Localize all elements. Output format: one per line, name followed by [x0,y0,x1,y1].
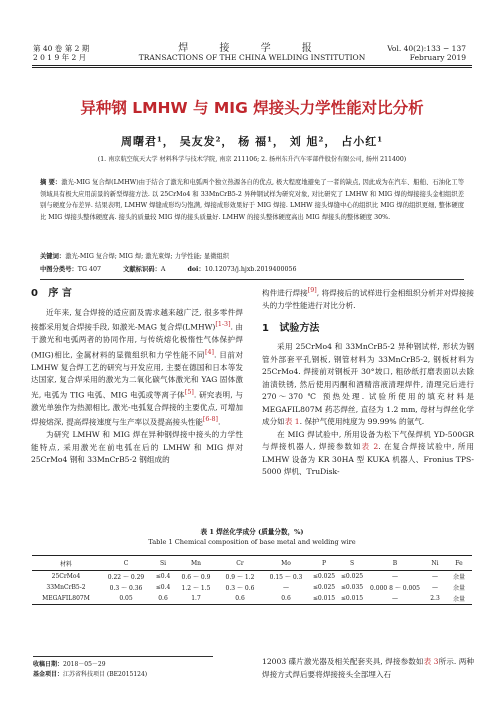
table-cell: 0.05 [119,595,133,602]
citation-link[interactable]: [4] [204,348,214,356]
text-run: 近年来, 复合焊接的适应面及需求越来越广泛, 很多零件焊接都采用复合焊接手段, 如激光-MAG 复合焊(LMHW) [31,307,243,332]
table-header: P [321,559,327,567]
journal-name-en: TRANSACTIONS OF THE CHINA WELDING INSTITUTION [138,53,366,62]
table-cell: 1.2 ～ 1.5 [181,585,211,592]
methods-paragraph-1 [262,341,474,429]
received-date [33,660,147,670]
citation-link[interactable]: [9] [307,287,317,294]
text-run: 所示. 两种焊接方式焊后要将焊接接头全部埋入石 [262,657,474,679]
text-run: 采用 25CrMo4 和 33MnCrB5-2 异种钢试样, 形状为钢管外部套平孔钢板, 钢管材料为 33MnCrB5-2, 钢板材料为 25CrMo4. 焊接前对钢板开 30°坡口, 粗砂纸打磨表面以去除油渍铁锈, 然后使用丙酮和酒精溶液清理焊件, 清理完后进行 270～370 ℃ 预热处理. 试验所使用的填充材料是 MEGAFIL807M 药芯焊丝, 直径为 1.2 mm, 母材与焊丝化学成分如 [262,342,474,427]
code-label: 文献标识码： [123,266,161,273]
table-cell: ≤0.4 [155,573,171,580]
table-header: Si [159,559,167,567]
table-header: Ni [431,559,439,567]
table-row [32,571,472,583]
table-caption-cn: 表 1 焊丝化学成分 (质量分数，%) [200,528,304,536]
affiliation: (1. 南京航空航天大学 材料科学与技术学院, 南京 211106; 2. 扬州东升汽车零部件股份有限公司, 扬州 211400) [97,156,407,163]
cls-value: TG 407 [77,266,102,273]
table-cell: 余量 [452,574,465,581]
doi-value: 10.12073/j.hjxb.2019400056 [204,266,297,273]
footnote [33,660,147,680]
text-run: . 由于激光和电弧两者的协同作用, 与传统熔化极惰性气体保护焊(MIG)相比, 金属材料的显微组织和力学性能不同 [31,322,244,360]
table-cell: — [392,573,398,580]
fund-value: 江苏省科技项目 (BE2015124) [63,671,148,678]
table-cell: 0.6 [281,595,291,602]
table-cell: 0.9 ～ 1.2 [225,574,255,581]
keywords-label: 关键词： [40,253,66,260]
table-cell: — [283,584,289,591]
table-header: 材料 [59,560,72,568]
volume-info-en [387,44,466,62]
abstract [40,177,464,223]
section-number: 1 [262,322,269,334]
table-cell: 33MnCrB5-2 [46,584,86,591]
table-caption-en: Table 1 Chemical composition of base metal and welding wire [148,538,356,546]
table-cell: ≤0.015 [312,595,336,602]
text-run: . [218,417,221,427]
keywords-text: 激光-MIG 复合焊; MIG 焊; 激光束焊; 力学性能; 显微组织 [65,253,230,260]
table-cell: 0.6 [158,595,168,602]
table-header: Cr [236,559,244,567]
table-cell: 余量 [452,596,465,603]
cls-label: 中图分类号： [40,266,78,273]
text-run: 在 MIG 焊试验中, 所用设备为松下气保焊机 YD-500GR 与焊接机器人, 焊接参数如 [262,429,474,452]
right-column-continued [262,656,474,681]
section-heading-1 [262,323,474,336]
section-title: 序 言 [48,288,72,299]
table-cell: ≤0.025 [312,584,336,591]
table-header: Mo [281,559,291,567]
table-cell: 0.000 8 ～ 0.005 [370,585,420,592]
table-ref-link[interactable]: 表 2 [361,442,379,452]
paper-title: 异种钢 LMHW 与 MIG 焊接头力学性能对比分析 [80,99,424,117]
table-cell: ≤0.035 [340,584,364,591]
table-header: Fe [455,559,463,567]
table-cell: ≤0.4 [155,584,171,591]
table-cell: ≤0.015 [340,595,364,602]
left-column [31,288,243,467]
table-cell: 0.6 ～ 0.9 [181,574,211,581]
table-cell: — [432,573,438,580]
text-run: . 研究表明, 与激光单独作为热源相比, 激光-电弧复合焊接的主要优点, 可增加焊接熔深, 提高焊接速度与生产率以及提高接头性能 [31,390,243,427]
table-header-row [32,556,472,571]
date-en: February 2019 [409,53,466,62]
table-ref-link[interactable]: 表 3 [423,657,439,666]
citation-link[interactable]: [6-8] [202,416,219,424]
table-cell: 2.3 [430,595,440,602]
right-column [262,285,474,479]
right-paragraph-0 [262,285,474,313]
received-label: 收稿日期： [33,661,64,668]
table-row [32,582,472,593]
table-cell: 0.15 ～ 0.3 [269,574,303,581]
abstract-label: 摘 要： [40,179,62,186]
section-number: 0 [31,288,38,299]
keywords [40,251,464,260]
header-rule-thin [32,67,472,68]
table-cell: 0.6 [235,595,245,602]
table-header: C [123,559,129,567]
table-cell: — [432,584,438,591]
table-cell: — [392,595,398,602]
fund-info [33,670,147,680]
table-cell: 0.22 ～ 0.29 [107,574,145,581]
section-heading-0 [31,288,243,301]
table-cell: ≤0.025 [340,573,364,580]
fund-label: 基金项目： [33,671,64,678]
footnote-rule [33,656,213,657]
header-rule [32,65,472,66]
table-header: B [392,559,398,567]
table-header: Mn [190,559,201,567]
author-list: 周曙君¹， 吴友发²， 杨 福¹， 刘 旭²， 占小红¹ [120,135,384,148]
methods-paragraph-2 [262,429,474,479]
table-cell: 25CrMo4 [51,573,81,580]
table-row [32,593,472,605]
text-run: . 目前对 LMHW 复合焊工艺的研究与开发应用, 主要在德国和日本等发达国家, 复合焊采用的激光为二氧化碳气体激光和 YAG 固体激光, 电弧为 TIG 电弧、MIG 电弧或等离子体 [31,350,243,400]
table-cell: 0.3 ～ 0.6 [225,585,255,592]
received-value: 2018－05－29 [63,661,106,668]
table-cell: ≤0.025 [312,573,336,580]
code-value: A [160,266,166,273]
composition-table [32,555,472,605]
volume-pages-en: Vol. 40(2):133 − 137 [387,44,466,53]
text-run: . 在复合焊接试验中, 所用 LMHW 设备为 KR 30HA 型 KUKA 机器人、Fronius TPS-5000 焊机、TruDisk- [262,442,475,477]
intro-paragraph-2: 为研究 LMHW 和 MIG 焊在异种钢焊接中接头的力学性能特点, 采用激光在前电弧在后的 LMHW 和 MIG 焊对 25CrMo4 钢和 33MnCrB5-2 钢组成的 [31,430,243,465]
citation-link[interactable]: [5] [184,388,194,396]
text-run: . 保护气使用纯度为 99.99% 的氩气. [299,417,425,427]
table-cell: 0.3 ～ 0.36 [109,585,143,592]
text-run: 12003 碟片激光器及相关配套夹具, 焊接参数如 [262,657,424,666]
table-cell: 1.7 [191,595,201,602]
abstract-rule [40,279,464,280]
intro-paragraph-1 [31,307,243,430]
journal-name-cn: 焊 接 学 报 [178,43,326,54]
classification-line [40,264,464,273]
text-run: 构件进行焊接 [262,288,308,298]
section-title: 试验方法 [279,322,320,334]
table-cell: MEGAFIL807M [42,595,90,602]
text-run: , 将焊接后的试样进行金相组织分析并对焊接接头的力学性能进行对比分析. [262,288,475,311]
table-header: S [349,559,355,567]
volume-issue-cn: 第 40 卷 第 2 期 [33,44,90,53]
date-cn: 2 0 1 9 年 2 月 [33,53,87,62]
abstract-text: 激光-MIG 复合焊(LMHW)由于结合了激光和电弧两个独立热源各自的优点, 极大程度地避免了一者的缺点, 因此成为在汽车、船舶、石油化工等领域具有极大应用前景的新型焊接方法. 以 25CrMo4 和 33MnCrB5-2 异种钢试样为研究对象, 对比研究了 LMHW 和 MIG 焊的焊接接头金相组织差别与硬度分布差异. 结果表明, LMHW 焊缝成形均匀饱满, 焊接成形效果好于 MIG 焊接. LMHW 接头焊缝中心的组织比 MIG 焊的组织更细, 整体硬度比 MIG 焊接头整体硬度高. 接头的质量较 MIG 焊的接头质量好. LMHW 的接头整体硬度高出 MIG 焊接头的整体硬度 30%. [40,179,464,221]
doi-label: doi： [187,266,205,273]
table-cell: 余量 [452,585,465,592]
table-ref-link[interactable]: 表 1 [284,417,300,427]
citation-link[interactable]: [1-3] [215,321,231,328]
